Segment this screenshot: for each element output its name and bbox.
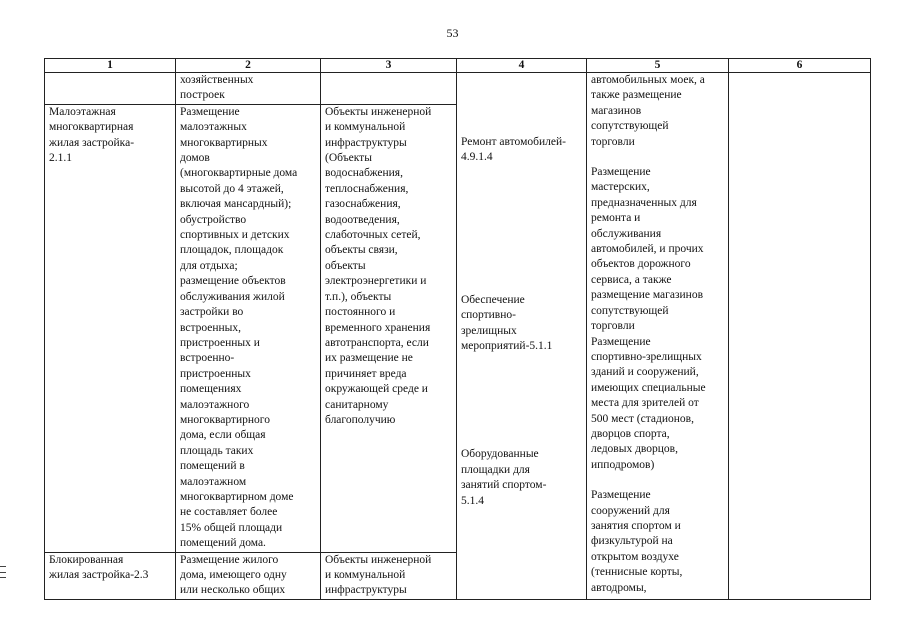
- margin-mark: [0, 572, 6, 573]
- header-col-4: 4: [457, 59, 587, 73]
- row2-col2: Размещение жилого дома, имеющего одну или несколько общих: [176, 552, 321, 599]
- col5-item: Размещение мастерских, предназначенных для ремонта и обслуживания автомобилей, и прочих объектов дорожного сервиса, а также размещение магазинов сопутствующей торговли: [591, 166, 704, 333]
- header-col-1: 1: [45, 59, 176, 73]
- margin-mark: [0, 566, 6, 567]
- row0-col1: [45, 73, 176, 105]
- row0-col2: хозяйственных построек: [176, 73, 321, 105]
- row1-col2: Размещение малоэтажных многоквартирных домов (многоквартирные дома высотой до 4 этажей, включая мансардный); обустройство спортивных и детских площадок, площадок для отдыха; размещение объектов обслуживания жилой застройки во встроенных, пристроенных и встроенно- пристроенных помещениях малоэтажного многоквартирного дома, если общая площадь таких помещений в малоэтажном многоквартирном доме не составляет более 15% общей площади помещений дома.: [176, 104, 321, 552]
- header-col-6: 6: [729, 59, 871, 73]
- row2-col3: Объекты инженерной и коммунальной инфраструктуры: [321, 552, 457, 599]
- margin-mark: [0, 577, 6, 578]
- zoning-table: [44, 58, 871, 600]
- row1-col1: Малоэтажная многоквартирная жилая застройка- 2.1.1: [45, 104, 176, 552]
- col5-item: Размещение сооружений для занятия спортом и физкультурой на открытом воздухе (теннисные корты, автодромы,: [591, 489, 683, 594]
- table-row: [45, 73, 871, 105]
- row0-col3: [321, 73, 457, 105]
- col4-item: Обеспечение спортивно- зрелищных мероприятий-5.1.1: [461, 293, 553, 353]
- header-col-2: 2: [176, 59, 321, 73]
- col5-item: автомобильных моек, а также размещение магазинов сопутствующей торговли: [591, 74, 705, 148]
- col4-item: Ремонт автомобилей- 4.9.1.4: [461, 136, 566, 164]
- page-number: 53: [446, 26, 459, 40]
- header-col-3: 3: [321, 59, 457, 73]
- row2-col1: Блокированная жилая застройка-2.3: [45, 552, 176, 599]
- header-col-5: 5: [587, 59, 729, 73]
- header-row: [45, 59, 871, 73]
- col5-cell: [587, 73, 729, 600]
- row1-col3: Объекты инженерной и коммунальной инфраструктуры (Объекты водоснабжения, теплоснабжения, газоснабжения, водоотведения, слаботочных сетей, объекты связи, объекты электроэнергетики и т.п.), объекты постоянного и временного хранения автотранспорта, если их размещение не причиняет вреда окружающей среде и санитарному благополучию: [321, 104, 457, 552]
- col4-cell: [457, 73, 587, 600]
- col6-cell: [729, 73, 871, 600]
- col5-item: Размещение спортивно-зрелищных зданий и сооружений, имеющих специальные места для зрителей от 500 мест (стадионов, дворцов спорта, ледовых дворцов, ипподромов): [591, 335, 706, 471]
- col4-item: Оборудованные площадки для занятий спортом- 5.1.4: [461, 448, 547, 507]
